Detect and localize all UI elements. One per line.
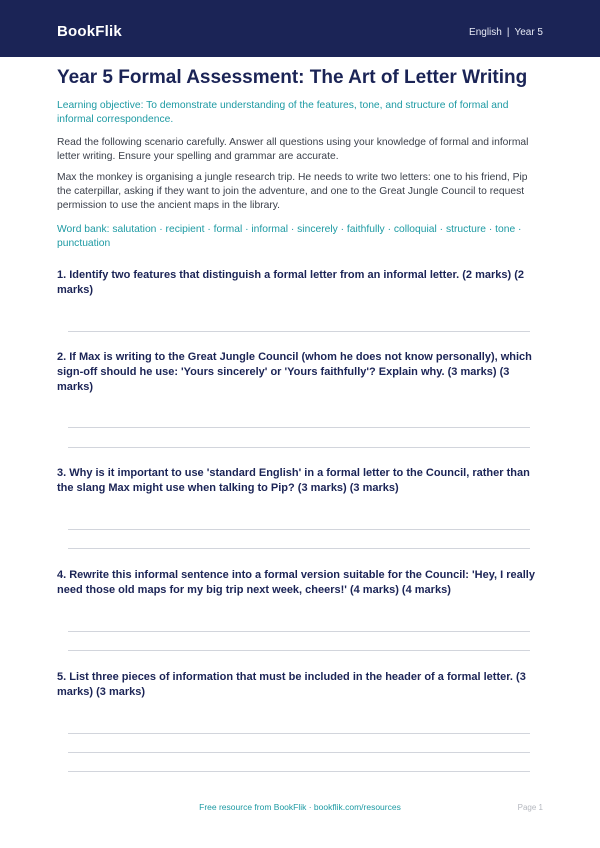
learning-objective: Learning objective: To demonstrate understanding of the features, tone, and structure of formal and informal correspondence. (57, 100, 509, 125)
answer-line[interactable] (68, 650, 530, 651)
word-bank: Word bank: salutation · recipient · formal · informal · sincerely · faithfully · colloquial · structure · tone · punctuation (57, 224, 522, 249)
top-banner (0, 0, 600, 57)
page-title: Year 5 Formal Assessment: The Art of Letter Writing (57, 67, 528, 88)
answer-line[interactable] (68, 427, 530, 428)
answer-line[interactable] (68, 548, 530, 549)
brand-logo[interactable]: BookFlik (57, 23, 122, 40)
answer-line[interactable] (68, 447, 530, 448)
question-3: 3. Why is it important to use 'standard English' in a formal letter to the Council, rather than the slang Max might use when talking to Pip? (3 marks) (3 marks) (57, 467, 530, 494)
answer-line[interactable] (68, 733, 530, 734)
page-number: Page 1 (517, 803, 543, 812)
year-label: Year 5 (514, 27, 543, 38)
footer-link[interactable]: Free resource from BookFlik · bookflik.com/resources (199, 802, 401, 812)
answer-line[interactable] (68, 529, 530, 530)
subject-year-label (469, 27, 543, 38)
instructions-text: Read the following scenario carefully. Answer all questions using your knowledge of formal and informal letter writing. Ensure your spelling and grammar are accurate. (57, 137, 529, 162)
question-4: 4. Rewrite this informal sentence into a formal version suitable for the Council: 'Hey, I really need those old maps for my big trip next week, cheers!' (4 marks) (4 marks) (57, 569, 535, 596)
question-5: 5. List three pieces of information that must be included in the header of a formal letter. (3 marks) (3 marks) (57, 671, 526, 698)
scenario-text: Max the monkey is organising a jungle research trip. He needs to write two letters: one to his friend, Pip the caterpillar, asking if they want to join the adventure, and one to the Great Jungle Council to request permission to use the ancient maps in the library. (57, 172, 528, 211)
subject-label: English (469, 27, 502, 38)
answer-line[interactable] (68, 331, 530, 332)
question-2: 2. If Max is writing to the Great Jungle Council (whom he does not know personally), which sign-off should he use: 'Yours sincerely' or 'Yours faithfully'? Explain why. (3 marks) (3 marks) (57, 351, 532, 393)
separator: | (506, 27, 510, 38)
question-1: 1. Identify two features that distinguish a formal letter from an informal letter. (2 marks) (2 marks) (57, 269, 524, 296)
answer-line[interactable] (68, 752, 530, 753)
answer-line[interactable] (68, 771, 530, 772)
answer-line[interactable] (68, 631, 530, 632)
